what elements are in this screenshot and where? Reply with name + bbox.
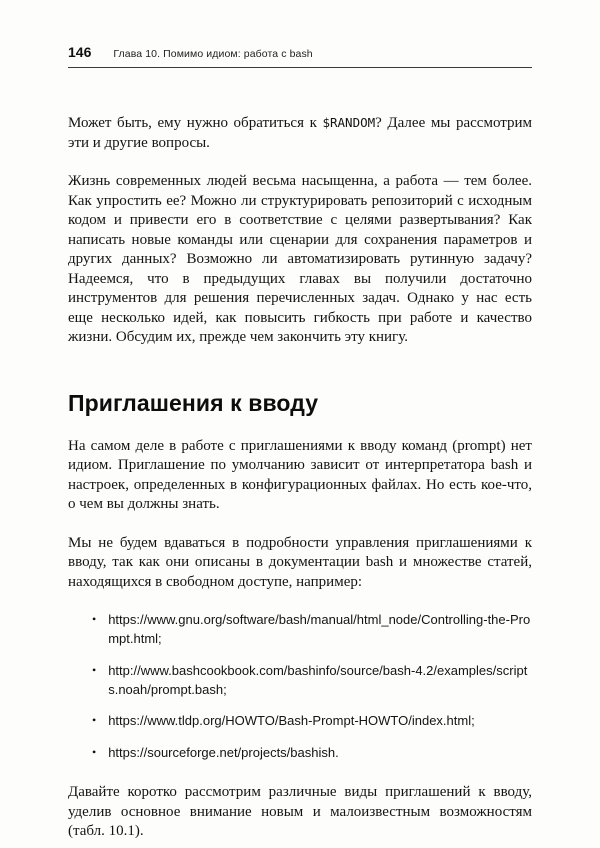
url-text: https://www.tldp.org/HOWTO/Bash-Prompt-HOWTO/index.html; (108, 713, 475, 729)
section-title: Приглашения к вводу (68, 389, 319, 416)
url-text: http://www.bashcookbook.com/bashinfo/source/bash-4.2/examples/scripts.noah/prompt.bash; (108, 662, 528, 697)
page-header (68, 44, 532, 68)
paragraph-text: ? Далее мы рассмотрим эти и другие вопросы. (68, 115, 533, 151)
url-text: https://sourceforge.net/projects/bashish. (108, 745, 339, 761)
bullet-icon: • (92, 745, 97, 760)
paragraph-random (68, 114, 532, 153)
bullet-icon: • (92, 662, 97, 677)
inline-code-random: $RANDOM (322, 115, 376, 130)
url-text: https://www.gnu.org/software/bash/manual/html_node/Controlling-the-Prompt.html; (108, 612, 531, 646)
url-list (92, 611, 532, 763)
page-number: 146 (68, 44, 92, 60)
paragraph-docs: Мы не будем вдаваться в подробности управления приглашениями к вводу, так как они описаны в документации bash и множестве статей, находящихся в свободном доступе, например: (68, 534, 532, 590)
list-item (92, 662, 532, 700)
list-item (92, 712, 532, 731)
list-item (92, 611, 532, 649)
running-head-title: Глава 10. Помимо идиом: работа с bash (113, 48, 313, 60)
paragraph-closing: Давайте коротко рассмотрим различные виды приглашений к вводу, уделив основное внимание новым и малоизвестным возможностям (табл. 10.1). (68, 784, 532, 840)
page-body (68, 114, 532, 842)
list-item (92, 744, 532, 763)
paragraph-life: Жизнь современных людей весьма насыщенна, а работа — тем более. Как упростить ее? Можно ли структурировать репозиторий с исходным кодом и привести его в соответствие с целями развертывания? Как написать новые команды или сценарии для сохранения параметров и других данных? Возможно ли автоматизировать рутинную задачу? Надеемся, что в предыдущих главах вы получили достаточно инструментов для решения перечисленных задач. Однако у нас есть еще несколько идей, как повысить гибкость при работе и качество жизни. Обсудим их, прежде чем закончить эту книгу. (68, 173, 532, 345)
paragraph-prompt-intro: На самом деле в работе с приглашениями к вводу команд (prompt) нет идиом. Приглашение по умолчанию зависит от интерпретатора bash и настроек, определенных в конфигурационных файлах. Но есть кое-что, о чем вы должны знать. (68, 437, 532, 512)
bullet-icon: • (92, 713, 97, 728)
bullet-icon: • (92, 612, 97, 626)
paragraph-text: Может быть, ему нужно обратиться к (68, 115, 323, 131)
